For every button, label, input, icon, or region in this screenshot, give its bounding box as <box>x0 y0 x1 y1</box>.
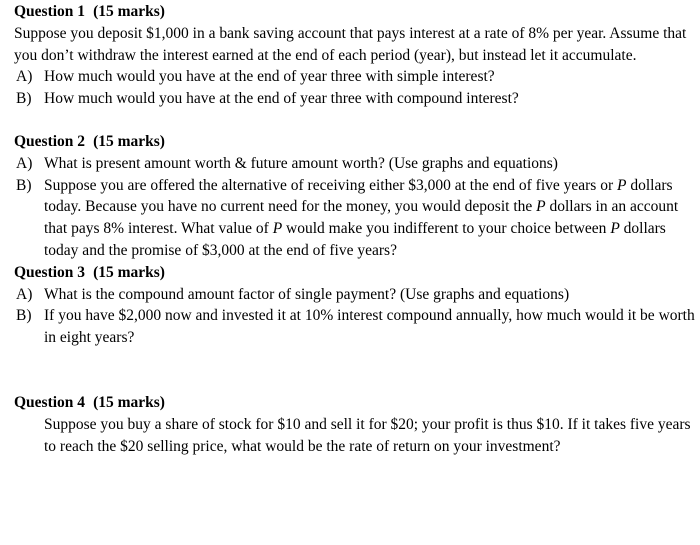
question-2 <box>14 131 698 262</box>
question-3 <box>14 262 698 349</box>
question-3-part-b <box>14 305 698 349</box>
variable-p: P <box>536 198 546 216</box>
question-1 <box>14 1 698 110</box>
text-segment: dollars today and the promise of $3,000 at the end of five years? <box>44 220 666 259</box>
question-1-intro: Suppose you deposit $1,000 in a bank saving account that pays interest at a rate of 8% per year. Assume that you don’t withdraw the interest earned at the end of each period (year), but instead let it accumulate. <box>14 24 687 64</box>
part-letter: B) <box>16 307 32 325</box>
question-1-marks: (15 marks) <box>93 3 165 20</box>
part-letter: B) <box>16 176 32 194</box>
question-4-title: Question 4 <box>14 393 86 411</box>
variable-p: P <box>610 220 620 238</box>
question-1-heading <box>14 1 698 23</box>
question-3-title: Question 3 <box>14 263 86 281</box>
spacer <box>14 349 698 392</box>
part-text: How much would you have at the end of year three with simple interest? <box>44 68 495 86</box>
question-4 <box>14 392 698 457</box>
question-2-heading <box>14 131 698 153</box>
question-1-part-b <box>14 88 698 110</box>
part-letter: A) <box>16 285 33 303</box>
text-segment: dollars today. Because you have no current need for the money, you would deposit the <box>44 176 673 216</box>
text-segment: Suppose you are offered the alternative of receiving either $3,000 at the end of five years or <box>44 176 617 194</box>
variable-p: P <box>272 220 283 238</box>
text-segment: would make you indifferent to your choice between <box>282 220 611 238</box>
question-3-marks: (15 marks) <box>93 263 165 281</box>
question-2-marks: (15 marks) <box>93 132 165 150</box>
part-text: If you have $2,000 now and invested it at 10% interest compound annually, how much would it be worth in eight years? <box>44 307 695 347</box>
part-text: What is the compound amount factor of single payment? (Use graphs and equations) <box>44 285 570 303</box>
part-text: What is present amount worth & future amount worth? (Use graphs and equations) <box>44 154 558 172</box>
part-letter: A) <box>16 154 33 172</box>
part-letter: A) <box>16 68 33 86</box>
question-4-body: Suppose you buy a share of stock for $10 and sell it for $20; your profit is thus $10. If it takes five years to reach the $20 selling price, what would be the rate of return on your investment? <box>44 415 691 455</box>
document-page <box>14 1 698 457</box>
spacer <box>14 110 698 131</box>
text-segment: dollars in an account that pays 8% interest. What value of <box>44 198 679 238</box>
question-3-heading <box>14 262 698 284</box>
question-4-heading <box>14 392 698 414</box>
question-1-title: Question 1 <box>14 3 86 20</box>
variable-p: P <box>617 176 627 194</box>
question-2-part-a <box>14 153 698 175</box>
part-text: How much would you have at the end of year three with compound interest? <box>44 90 519 108</box>
question-4-marks: (15 marks) <box>93 393 165 411</box>
question-1-part-a <box>14 66 698 88</box>
part-letter: B) <box>16 90 32 108</box>
question-2-title: Question 2 <box>14 132 86 150</box>
part-text <box>44 177 678 259</box>
question-2-part-b <box>14 175 698 262</box>
question-3-part-a <box>14 284 698 306</box>
